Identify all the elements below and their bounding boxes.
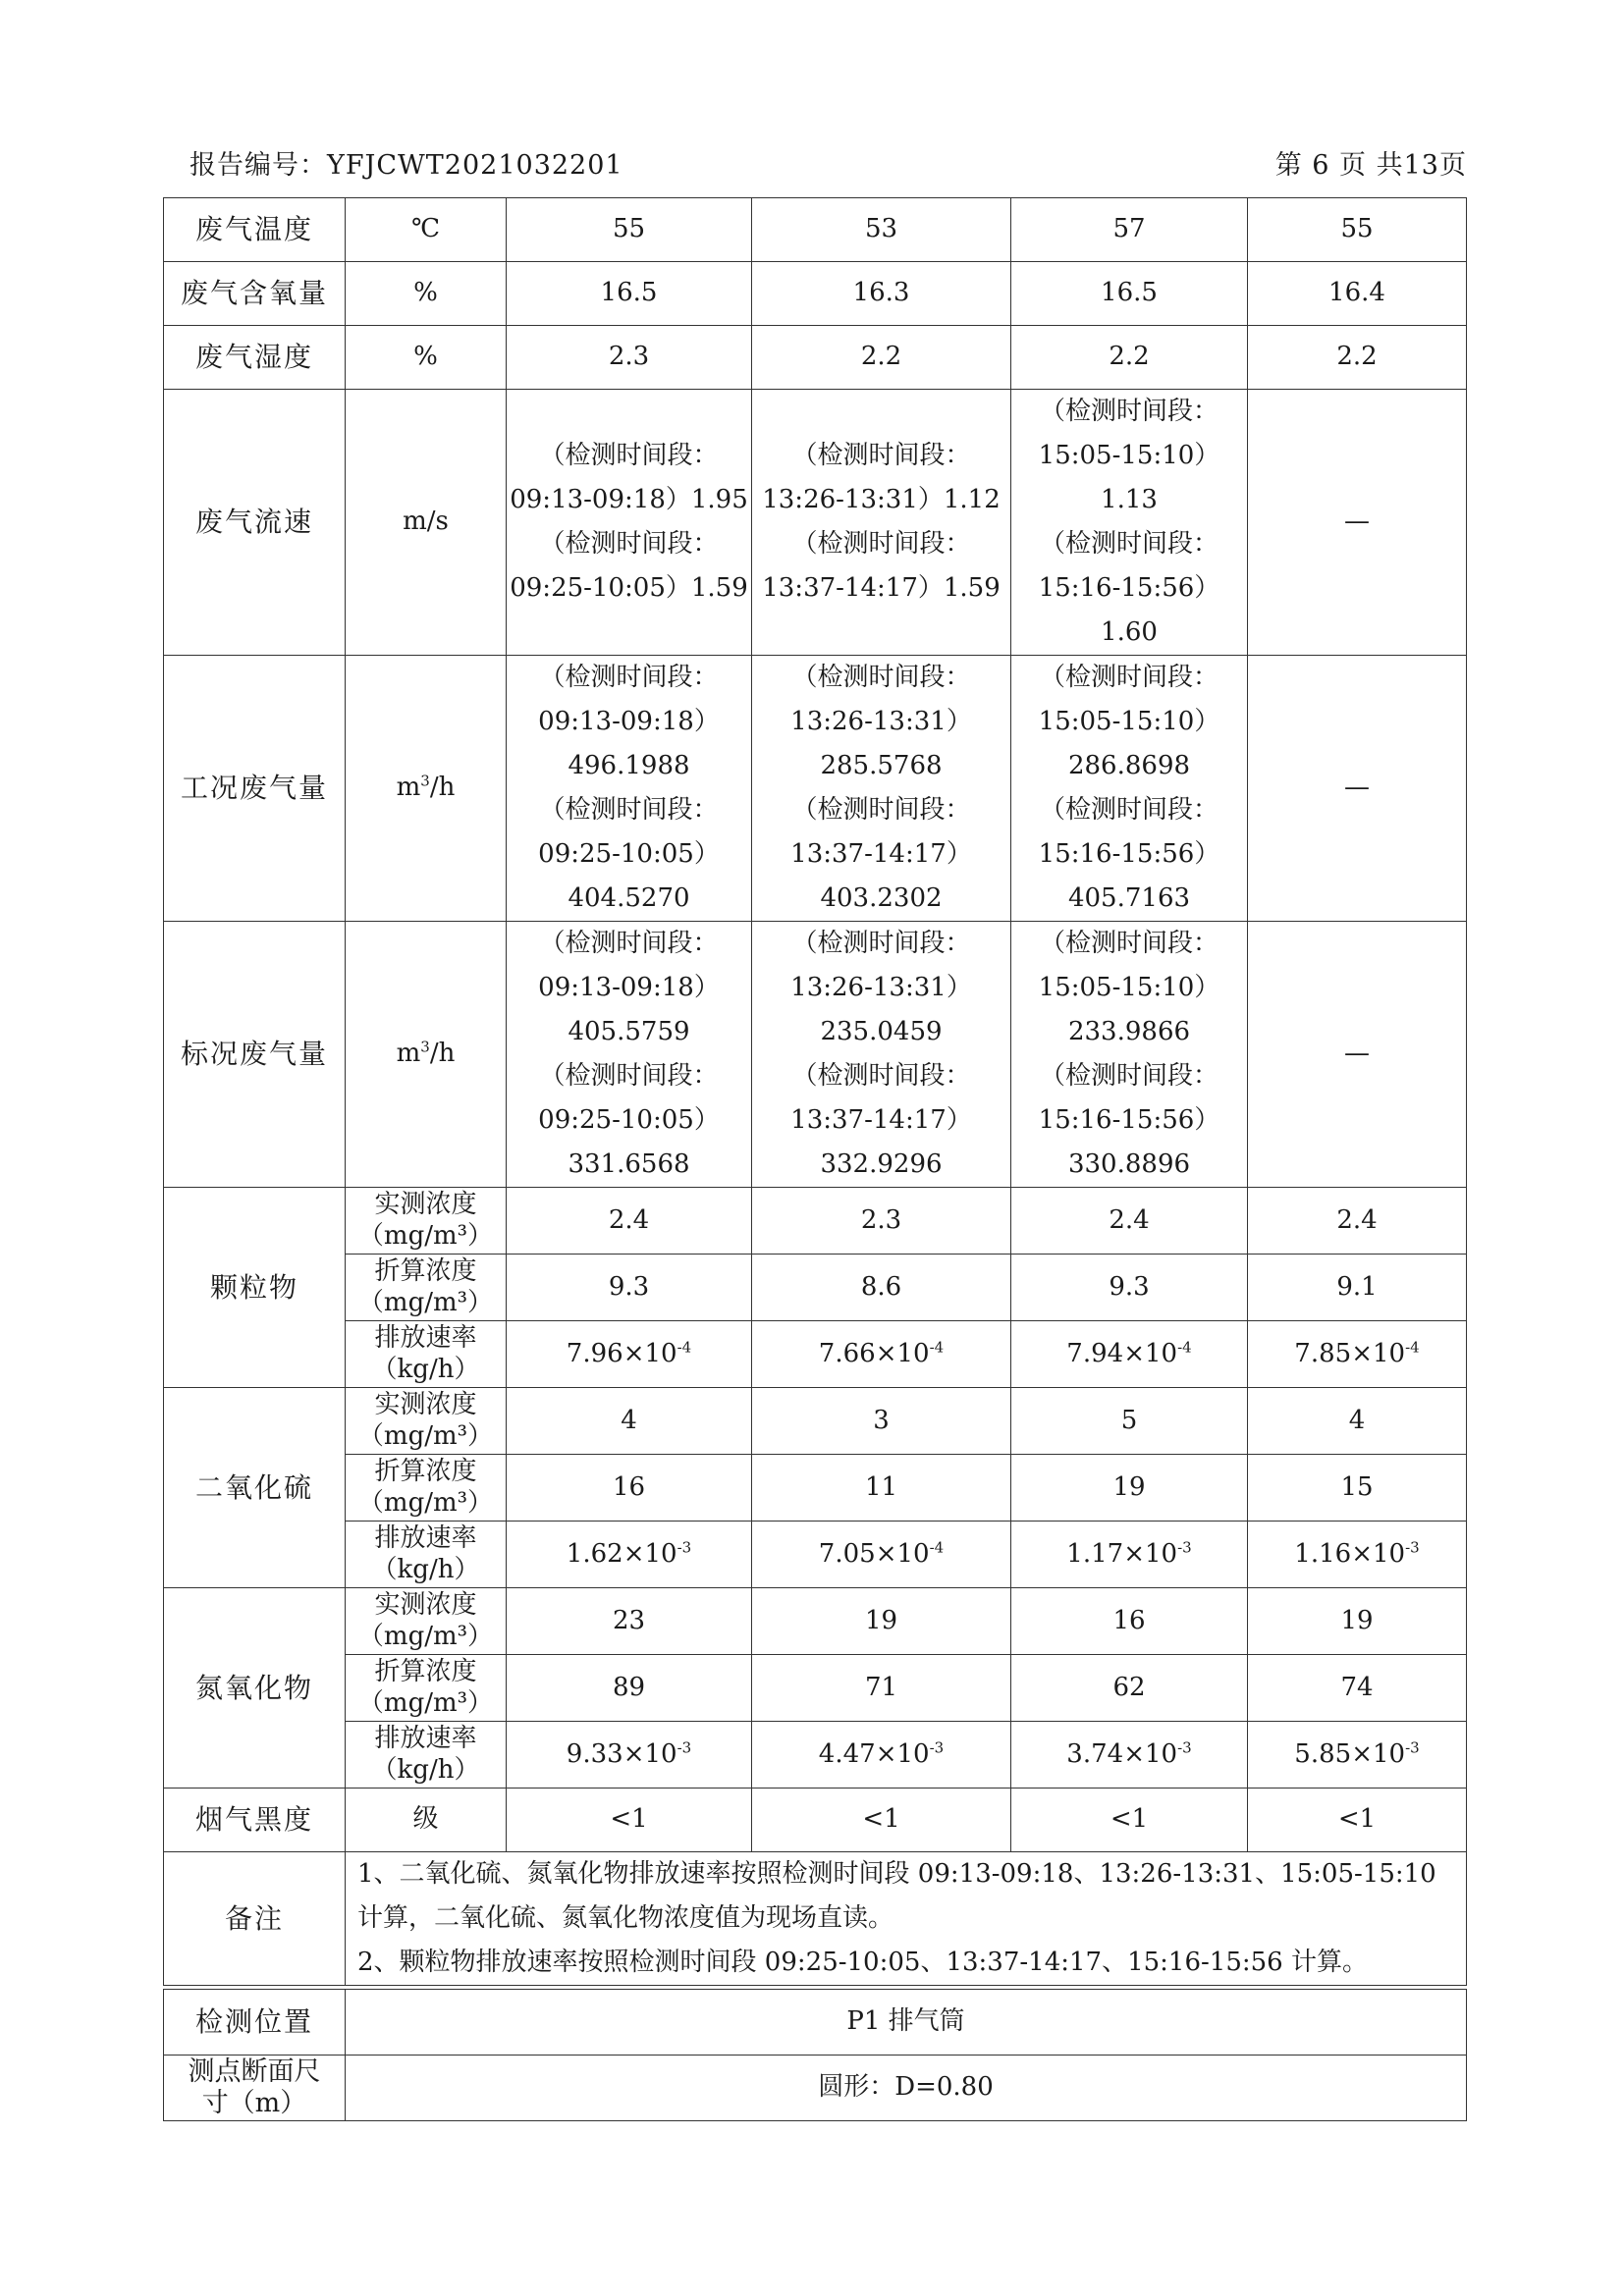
line: （检测时间段： bbox=[1039, 1061, 1218, 1091]
value-cell: 16.5 bbox=[507, 262, 752, 326]
value-cell: 2.3 bbox=[752, 1188, 1011, 1255]
sub-label: 折算浓度 （mg/m³） bbox=[346, 1655, 507, 1722]
value-cell: 圆形：D=0.80 bbox=[346, 2056, 1467, 2121]
line: 13:26-13:31）1.12 bbox=[762, 485, 1001, 514]
row-remarks bbox=[164, 1852, 1467, 1986]
line: 496.1988 bbox=[568, 751, 690, 780]
row-std-flow bbox=[164, 922, 1467, 1188]
row-label: 测点断面尺 寸（m） bbox=[164, 2056, 346, 2121]
value-cell: <1 bbox=[752, 1789, 1011, 1852]
value-cell: 19 bbox=[1248, 1588, 1467, 1655]
remark-line: 1、二氧化硫、氮氧化物排放速率按照检测时间段 09:13-09:18、13:26-13:31、15:05-15:10 bbox=[357, 1859, 1436, 1889]
value-cell: 16 bbox=[507, 1455, 752, 1522]
multiline-cell bbox=[752, 390, 1011, 656]
multiline-cell bbox=[507, 656, 752, 922]
row-label: 废气含氧量 bbox=[164, 262, 346, 326]
line: 332.9296 bbox=[820, 1149, 943, 1179]
line: 235.0459 bbox=[820, 1017, 943, 1046]
row-label: 废气流速 bbox=[164, 390, 346, 656]
value-cell: 55 bbox=[507, 198, 752, 262]
remark-line: 计算，二氧化硫、氮氧化物浓度值为现场直读。 bbox=[357, 1903, 894, 1933]
value-cell: 2.4 bbox=[1011, 1188, 1248, 1255]
value-cell: $5.85\times 10^{-3}$ bbox=[1248, 1722, 1467, 1789]
row-label: 工况废气量 bbox=[164, 656, 346, 922]
line: 285.5768 bbox=[820, 751, 943, 780]
line: 405.5759 bbox=[568, 1017, 690, 1046]
line: 405.7163 bbox=[1067, 883, 1191, 913]
line: 09:25-10:05） bbox=[538, 839, 720, 869]
value-cell: 16.3 bbox=[752, 262, 1011, 326]
line: （检测时间段： bbox=[791, 529, 971, 559]
row-location bbox=[164, 1990, 1467, 2056]
value-cell: $9.33\times 10^{-3}$ bbox=[507, 1722, 752, 1789]
pollutant-label: 二氧化硫 bbox=[164, 1388, 346, 1588]
value-cell: — bbox=[1248, 390, 1467, 656]
line: （检测时间段： bbox=[539, 663, 719, 692]
line: （检测时间段： bbox=[539, 929, 719, 958]
value-cell: 16 bbox=[1011, 1588, 1248, 1655]
sub-label: 实测浓度 （mg/m³） bbox=[346, 1388, 507, 1455]
value-cell: 4 bbox=[507, 1388, 752, 1455]
line: 09:25-10:05） bbox=[538, 1105, 720, 1135]
line: （检测时间段： bbox=[1039, 929, 1218, 958]
value-cell: 4 bbox=[1248, 1388, 1467, 1455]
value-cell: 62 bbox=[1011, 1655, 1248, 1722]
row-nox-rate bbox=[164, 1722, 1467, 1789]
unit-cell: $m^3/h$ bbox=[346, 922, 507, 1188]
line: 09:13-09:18） bbox=[538, 973, 720, 1002]
sub-label: 折算浓度 （mg/m³） bbox=[346, 1255, 507, 1321]
pollutant-label: 颗粒物 bbox=[164, 1188, 346, 1388]
line: 286.8698 bbox=[1067, 751, 1191, 780]
row-work-flow bbox=[164, 656, 1467, 922]
row-humidity bbox=[164, 326, 1467, 390]
value-cell: 23 bbox=[507, 1588, 752, 1655]
value-cell: $1.62\times 10^{-3}$ bbox=[507, 1522, 752, 1588]
value-cell: 11 bbox=[752, 1455, 1011, 1522]
line: （检测时间段： bbox=[539, 1061, 719, 1091]
line: 15:16-15:56）1.60 bbox=[1038, 573, 1220, 647]
line: （检测时间段： bbox=[539, 529, 719, 559]
row-label: 标况废气量 bbox=[164, 922, 346, 1188]
value-cell: 5 bbox=[1011, 1388, 1248, 1455]
multiline-cell bbox=[1011, 922, 1248, 1188]
line: （检测时间段： bbox=[791, 795, 971, 825]
unit-cell: ℃ bbox=[346, 198, 507, 262]
line: 15:05-15:10） bbox=[1038, 707, 1220, 736]
value-cell: 9.3 bbox=[507, 1255, 752, 1321]
value-cell: 19 bbox=[1011, 1455, 1248, 1522]
line: 403.2302 bbox=[820, 883, 943, 913]
line: （检测时间段： bbox=[539, 441, 719, 470]
row-so2-rate bbox=[164, 1522, 1467, 1588]
row-label: 废气湿度 bbox=[164, 326, 346, 390]
value-cell: 2.2 bbox=[752, 326, 1011, 390]
row-temperature bbox=[164, 198, 1467, 262]
value-cell: 53 bbox=[752, 198, 1011, 262]
value-cell: <1 bbox=[1011, 1789, 1248, 1852]
remarks-text bbox=[346, 1852, 1467, 1986]
row-nox-converted bbox=[164, 1655, 1467, 1722]
line: （检测时间段： bbox=[791, 441, 971, 470]
line: 331.6568 bbox=[568, 1149, 690, 1179]
line: 330.8896 bbox=[1067, 1149, 1191, 1179]
sub-label: 排放速率 （kg/h） bbox=[346, 1722, 507, 1789]
value-cell: $7.66\times 10^{-4}$ bbox=[752, 1321, 1011, 1388]
line: （检测时间段： bbox=[791, 663, 971, 692]
multiline-cell bbox=[1011, 656, 1248, 922]
line: 13:37-14:17） bbox=[790, 839, 972, 869]
value-cell: <1 bbox=[1248, 1789, 1467, 1852]
multiline-cell bbox=[1011, 390, 1248, 656]
unit-cell: % bbox=[346, 326, 507, 390]
line: 09:13-09:18） bbox=[538, 707, 720, 736]
value-cell: $7.96\times 10^{-4}$ bbox=[507, 1321, 752, 1388]
value-cell: $7.85\times 10^{-4}$ bbox=[1248, 1321, 1467, 1388]
row-oxygen bbox=[164, 262, 1467, 326]
value-cell: 57 bbox=[1011, 198, 1248, 262]
row-particulate-rate bbox=[164, 1321, 1467, 1388]
value-cell: <1 bbox=[507, 1789, 752, 1852]
line: 15:16-15:56） bbox=[1038, 1105, 1220, 1135]
line: 09:25-10:05）1.59 bbox=[510, 573, 748, 603]
sampling-point-table bbox=[163, 1989, 1467, 2121]
line: （检测时间段： bbox=[1039, 397, 1218, 426]
row-particulate-measured bbox=[164, 1188, 1467, 1255]
line: （检测时间段： bbox=[539, 795, 719, 825]
remark-line: 2、颗粒物排放速率按照检测时间段 09:25-10:05、13:37-14:17、15:16-15:56 计算。 bbox=[357, 1948, 1368, 1977]
value-cell: 8.6 bbox=[752, 1255, 1011, 1321]
value-cell: — bbox=[1248, 922, 1467, 1188]
row-label: 烟气黑度 bbox=[164, 1789, 346, 1852]
sub-label: 折算浓度 （mg/m³） bbox=[346, 1455, 507, 1522]
row-nox-measured bbox=[164, 1588, 1467, 1655]
value-cell: 2.3 bbox=[507, 326, 752, 390]
sub-label: 实测浓度 （mg/m³） bbox=[346, 1588, 507, 1655]
line: 15:16-15:56） bbox=[1038, 839, 1220, 869]
value-cell: 2.2 bbox=[1011, 326, 1248, 390]
value-cell: 2.2 bbox=[1248, 326, 1467, 390]
value-cell: 16.4 bbox=[1248, 262, 1467, 326]
sub-label: 实测浓度 （mg/m³） bbox=[346, 1188, 507, 1255]
line: 13:26-13:31） bbox=[790, 973, 972, 1002]
line: （检测时间段： bbox=[791, 929, 971, 958]
value-cell: $1.17\times 10^{-3}$ bbox=[1011, 1522, 1248, 1588]
line: 233.9866 bbox=[1067, 1017, 1191, 1046]
multiline-cell bbox=[507, 390, 752, 656]
value-cell: P1 排气筒 bbox=[346, 1990, 1467, 2056]
line: 15:05-15:10）1.13 bbox=[1038, 441, 1220, 514]
value-cell: 3 bbox=[752, 1388, 1011, 1455]
line: 15:05-15:10） bbox=[1038, 973, 1220, 1002]
multiline-cell bbox=[507, 922, 752, 1188]
row-so2-measured bbox=[164, 1388, 1467, 1455]
sub-label: 排放速率 （kg/h） bbox=[346, 1321, 507, 1388]
row-velocity bbox=[164, 390, 1467, 656]
unit-cell: m/s bbox=[346, 390, 507, 656]
row-section-size bbox=[164, 2056, 1467, 2121]
page-number: 第 6 页 共13页 bbox=[1274, 150, 1467, 181]
line: （检测时间段： bbox=[1039, 529, 1218, 559]
unit-cell: % bbox=[346, 262, 507, 326]
value-cell: 55 bbox=[1248, 198, 1467, 262]
pollutant-label: 氮氧化物 bbox=[164, 1588, 346, 1789]
row-so2-converted bbox=[164, 1455, 1467, 1522]
value-cell: 71 bbox=[752, 1655, 1011, 1722]
value-cell: 9.1 bbox=[1248, 1255, 1467, 1321]
row-smoke bbox=[164, 1789, 1467, 1852]
line: （检测时间段： bbox=[1039, 795, 1218, 825]
value-cell: 16.5 bbox=[1011, 262, 1248, 326]
value-cell: 2.4 bbox=[507, 1188, 752, 1255]
unit-cell: 级 bbox=[346, 1789, 507, 1852]
value-cell: 89 bbox=[507, 1655, 752, 1722]
line: （检测时间段： bbox=[791, 1061, 971, 1091]
row-particulate-converted bbox=[164, 1255, 1467, 1321]
sub-label: 排放速率 （kg/h） bbox=[346, 1522, 507, 1588]
value-cell: $7.05\times 10^{-4}$ bbox=[752, 1522, 1011, 1588]
row-label: 废气温度 bbox=[164, 198, 346, 262]
value-cell: 9.3 bbox=[1011, 1255, 1248, 1321]
value-cell: 15 bbox=[1248, 1455, 1467, 1522]
value-cell: 2.4 bbox=[1248, 1188, 1467, 1255]
multiline-cell bbox=[752, 656, 1011, 922]
emission-results-table bbox=[163, 197, 1467, 1986]
multiline-cell bbox=[752, 922, 1011, 1188]
line: 404.5270 bbox=[568, 883, 690, 913]
value-cell: 74 bbox=[1248, 1655, 1467, 1722]
row-label: 检测位置 bbox=[164, 1990, 346, 2056]
unit-cell: $m^3/h$ bbox=[346, 656, 507, 922]
line: 13:37-14:17） bbox=[790, 1105, 972, 1135]
value-cell: $4.47\times 10^{-3}$ bbox=[752, 1722, 1011, 1789]
value-cell: 19 bbox=[752, 1588, 1011, 1655]
value-cell: — bbox=[1248, 656, 1467, 922]
remarks-label: 备注 bbox=[164, 1852, 346, 1986]
line: （检测时间段： bbox=[1039, 663, 1218, 692]
report-number: 报告编号：YFJCWT2021032201 bbox=[189, 150, 623, 181]
line: 09:13-09:18）1.95 bbox=[510, 485, 748, 514]
value-cell: $7.94\times 10^{-4}$ bbox=[1011, 1321, 1248, 1388]
value-cell: $1.16\times 10^{-3}$ bbox=[1248, 1522, 1467, 1588]
line: 13:26-13:31） bbox=[790, 707, 972, 736]
line: 13:37-14:17）1.59 bbox=[762, 573, 1001, 603]
value-cell: $3.74\times 10^{-3}$ bbox=[1011, 1722, 1248, 1789]
